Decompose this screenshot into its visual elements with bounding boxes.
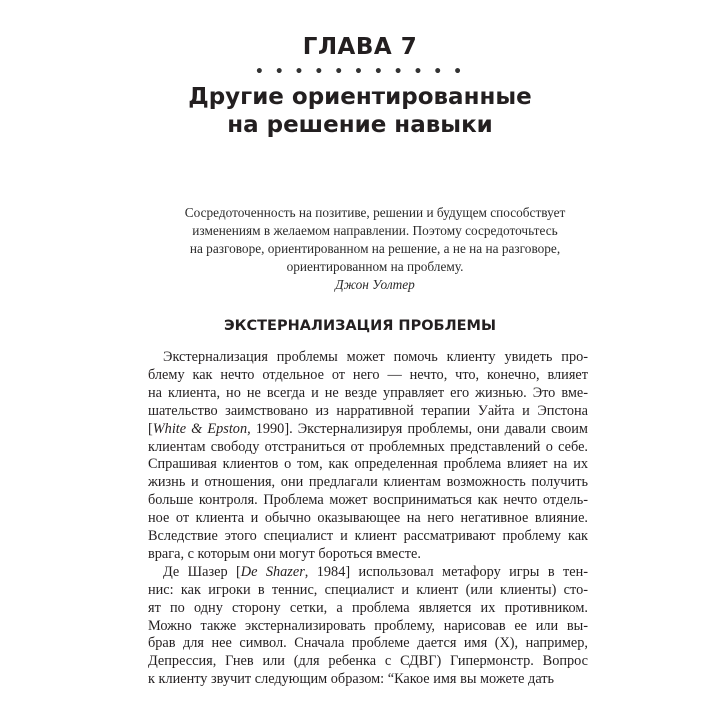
body-line: [White & Epston, 1990]. Экстернализируя проблемы, они давали своим xyxy=(148,420,588,437)
body-line: Депрессия, Гнев или (для ребенка с СДВГ) Гипермонстр. Вопрос xyxy=(148,653,588,670)
body-line: к клиенту звучит следующим образом: “Какое имя вы можете дать xyxy=(148,671,555,688)
body-line: врага, с которым они могут бороться вместе. xyxy=(148,545,421,562)
body-line: клиентам свободу отстраниться от проблемных представлений о себе. xyxy=(148,438,588,455)
body-line: жизнь и отношения, они предлагали клиентам возможность получить xyxy=(148,474,588,491)
epigraph-line: Сосредоточенность на позитиве, решении и будущем способствует xyxy=(184,205,566,220)
body-line: Можно также экстернализировать проблему, нарисовав ее или вы- xyxy=(148,617,588,634)
chapter-ornament: • • • • • • • • • • • xyxy=(254,64,466,80)
body-line: Вследствие этого специалист и клиент рассматривают проблему как xyxy=(148,528,588,544)
body-line: Экстернализация проблемы может помочь клиенту увидеть про- xyxy=(163,349,588,365)
body-line: блему как нечто отдельное от него — нечто, что, конечно, влияет xyxy=(148,366,588,383)
body-line: ят по одну сторону сетки, а проблема является их противником. xyxy=(148,599,588,616)
epigraph-line: ориентированном на проблему. xyxy=(286,259,464,274)
section-heading: ЭКСТЕРНАЛИЗАЦИЯ ПРОБЛЕМЫ xyxy=(224,318,496,334)
chapter-title-line: Другие ориентированные xyxy=(188,84,532,110)
chapter-label: ГЛАВА 7 xyxy=(302,34,418,60)
body-line: ное от клиента и обычно оказывающее на него негативное влияние. xyxy=(148,510,588,527)
body-line: брав для нее символ. Сначала проблеме дается имя (X), например, xyxy=(148,635,588,652)
body-line: шательство заимствовано из нарративной терапии Уайта и Эпстона xyxy=(148,402,588,419)
epigraph-line: изменениям в желаемом направлении. Поэтому сосредоточьтесь xyxy=(192,223,558,238)
body-line: Де Шазер [De Shazer, 1984] использовал метафору игры в тен- xyxy=(163,563,588,580)
body-line: Спрашивая клиентов о том, как определенная проблема влияет на их xyxy=(148,456,588,473)
epigraph-author: Джон Уолтер xyxy=(335,277,415,292)
chapter-title-line: на решение навыки xyxy=(227,112,493,138)
body-line: нис: как игроки в теннис, специалист и клиент (или клиенты) сто- xyxy=(148,581,588,598)
epigraph-line: на разговоре, ориентированном на решение, а не на на разговоре, xyxy=(189,241,561,256)
body-line: больше контроля. Проблема может восприниматься как нечто отдель- xyxy=(148,492,588,509)
body-line: на клиента, но не всегда и не везде управляет его жизнью. Это вме- xyxy=(148,384,588,401)
